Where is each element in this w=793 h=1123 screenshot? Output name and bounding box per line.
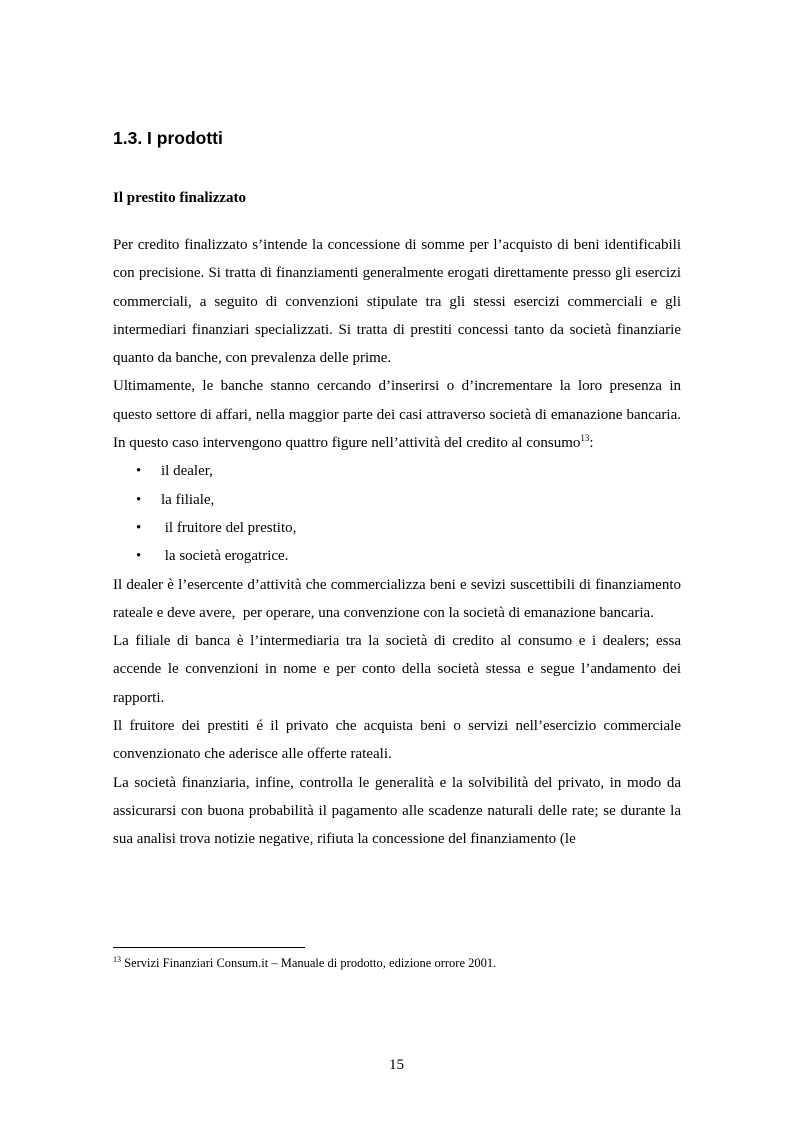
paragraph-user: Il fruitore dei prestiti é il privato che acquista beni o servizi nell’esercizio commerciale convenzionato che aderisce alle offerte rateali. xyxy=(113,718,681,763)
body-text xyxy=(113,231,685,854)
paragraph-branch: La filiale di banca è l’intermediaria tra la società di credito al consumo e i dealers; essa accende le convenzioni in nome e per conto della società stessa e segue l’andamento dei rapporti. xyxy=(113,633,681,706)
list-item-text: la filiale, xyxy=(161,491,215,508)
paragraph-banks xyxy=(113,372,681,457)
footnote-text: Servizi Finanziari Consum.it – Manuale di prodotto, edizione orrore 2001. xyxy=(121,956,497,970)
bullet-icon: • xyxy=(136,491,142,508)
subsection-title: Il prestito finalizzato xyxy=(113,190,247,206)
paragraph-finance-company: La società finanziaria, infine, controlla le generalità e la solvibilità del privato, in modo da assicurarsi con buona probabilità il pagamento alle scadenze naturali delle rate; se durante la sua analisi trova notizie negative, rifiuta la concessione del finanziamento (le xyxy=(113,774,681,848)
bullet-icon: • xyxy=(136,548,142,565)
list-item xyxy=(113,542,681,570)
colon: : xyxy=(589,435,594,452)
list-item xyxy=(113,514,681,542)
paragraph-intro: Per credito finalizzato s’intende la concessione di somme per l’acquisto di beni identificabili con precisione. Si tratta di finanziamenti generalmente erogati direttamente presso gli esercizi commerciali, a seguito di convenzioni stipulate tra gli stessi esercizi commerciali e gli intermediari finanziari specializzati. Si tratta di prestiti concessi tanto da società finanziarie quanto da banche, con prevalenza delle prime. xyxy=(113,237,681,367)
list-item-text: la società erogatrice. xyxy=(161,548,289,565)
footnote-divider xyxy=(113,947,305,948)
list-item-text: il dealer, xyxy=(161,463,213,480)
list-item-text: il fruitore del prestito, xyxy=(161,519,297,536)
footnote xyxy=(113,956,496,971)
paragraph-banks-text: Ultimamente, le banche stanno cercando d’inserirsi o d’incrementare la loro presenza in questo settore di affari, nella maggior parte dei casi attraverso società di emanazione bancaria. In questo caso intervengono quattro figure nell’attività del credito al consumo xyxy=(113,378,681,452)
list-item xyxy=(113,486,681,514)
bullet-icon: • xyxy=(136,519,142,536)
paragraph-dealer: Il dealer è l’esercente d’attività che commercializza beni e sevizi suscettibili di finanziamento rateale e deve avere, per operare, una convenzione con la società di emanazione bancaria. xyxy=(113,576,685,621)
page-number: 15 xyxy=(389,1057,404,1073)
figures-list xyxy=(113,457,681,570)
footnote-reference[interactable]: 13 xyxy=(580,433,590,444)
bullet-icon: • xyxy=(136,463,142,480)
section-title: 1.3. I prodotti xyxy=(113,128,223,148)
list-item xyxy=(113,457,681,485)
footnote-number: 13 xyxy=(113,955,121,964)
